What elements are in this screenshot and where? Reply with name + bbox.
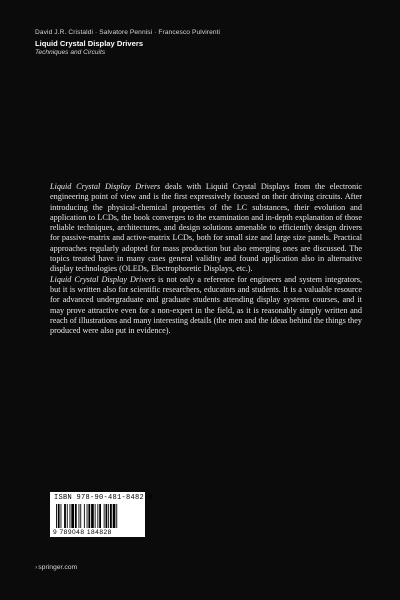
barcode-bar xyxy=(80,504,81,528)
barcode-bar xyxy=(110,504,112,528)
book-title: Liquid Crystal Display Drivers xyxy=(35,39,144,48)
isbn-label: ISBN 978-90-481-8482-8 xyxy=(54,494,154,502)
publisher-link[interactable] xyxy=(35,564,77,571)
barcode-bar xyxy=(61,504,62,528)
blurb-paragraph-1 xyxy=(50,182,362,275)
blurb-text: is not only a reference for engineers and system integrators, but it is written also for scientific researchers, educators and students. It is a valuable resource for advanced undergraduate and graduate students attending display systems courses, and it may prove attractive even for a non-expert in the field, as it is reasonably simply written and reach of illustrations and many interesting details (the men and the ideas behind the things they produced were also put in evidence). xyxy=(50,274,362,336)
barcode-bar xyxy=(84,504,85,528)
back-cover-blurb xyxy=(50,182,362,336)
barcode-bar xyxy=(67,504,68,528)
barcode-bar xyxy=(91,504,94,528)
publisher-url: springer.com xyxy=(38,564,78,571)
barcode-bar xyxy=(95,504,96,528)
barcode-bar xyxy=(113,504,116,528)
barcode-bar xyxy=(87,504,88,528)
barcode-bar xyxy=(106,504,108,528)
blurb-title-ref: Liquid Crystal Display Drivers xyxy=(50,182,161,191)
barcode-bar xyxy=(71,504,74,528)
barcode-bar xyxy=(64,504,66,528)
ean-digits: 9 789048 184828 xyxy=(53,528,112,536)
barcode-bar xyxy=(116,504,117,528)
barcode-bar xyxy=(99,504,101,528)
book-subtitle: Techniques and Circuits xyxy=(35,49,106,56)
cover-header xyxy=(35,29,375,56)
authors: David J.R. Cristaldi · Salvatore Pennisi · Francesco Pulvirenti xyxy=(35,29,221,36)
blurb-text: deals with Liquid Crystal Displays from the electronic engineering point of view and is the first expressively focused on their driving circuits. After introducing the physical-chemical properties of the LC substances, their evolution and application to LCDs, the book converges to the examination and in-depth explanation of those reliable techniques, architectures, and design solutions amenable to efficiently design drivers for passive-matrix and active-matrix LCDs, both for small size and large size panels. Practical approaches regularly adopted for mass production but also emerging ones are discussed. The topics treated have in many cases general validity and found application also in alternative display technologies (OLEDs, Electrophoretic Displays, etc.). xyxy=(50,182,362,274)
barcode-bar xyxy=(75,504,77,528)
blurb-title-ref: Liquid Crystal Display Drivers xyxy=(50,274,155,284)
arrow-icon: › xyxy=(35,564,38,571)
barcode-bars xyxy=(56,504,139,528)
barcode-bar xyxy=(97,504,98,528)
barcode-bar xyxy=(79,504,80,528)
barcode-bar xyxy=(104,504,105,528)
barcode-bar xyxy=(70,504,71,528)
blurb-paragraph-2 xyxy=(50,275,362,337)
barcode-bar xyxy=(108,504,109,528)
barcode-bar xyxy=(56,504,57,528)
isbn-barcode xyxy=(50,492,154,537)
barcode-bar xyxy=(58,504,60,528)
barcode-bar xyxy=(88,504,90,528)
